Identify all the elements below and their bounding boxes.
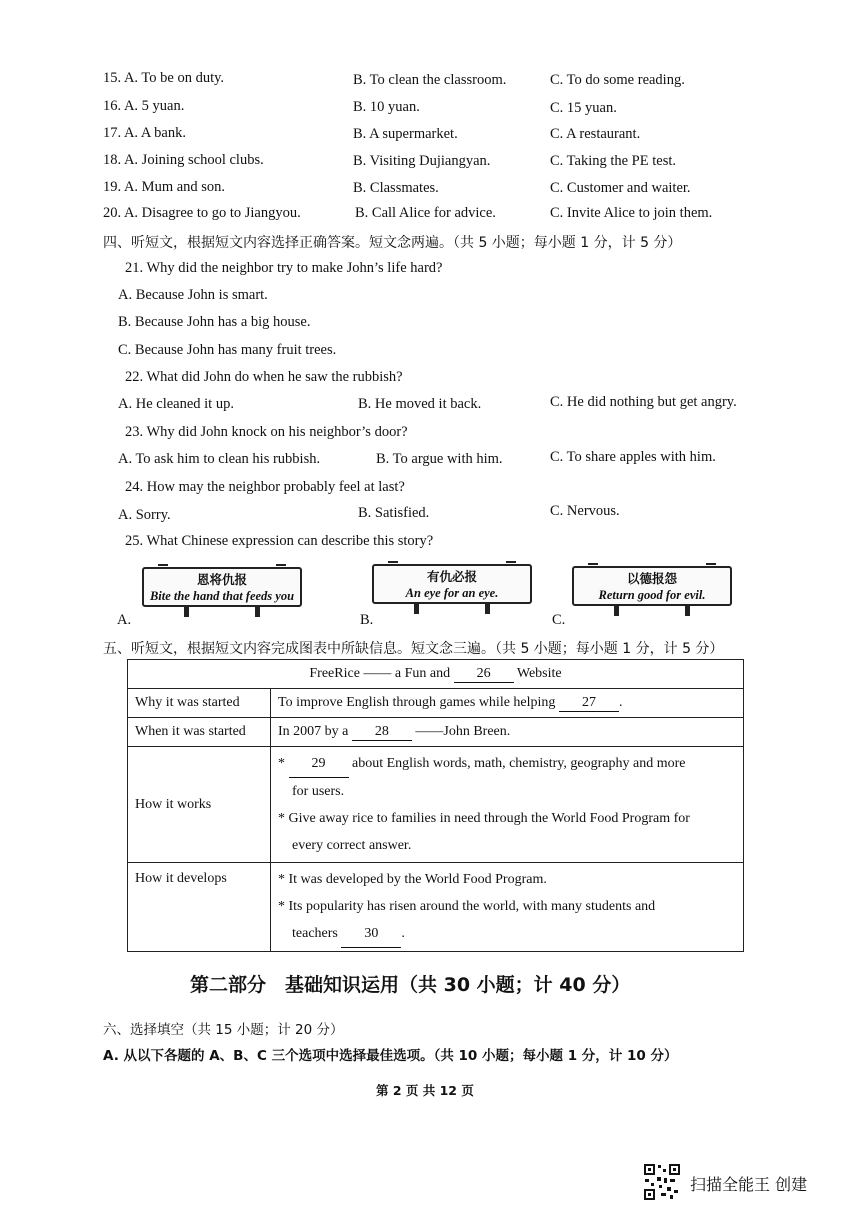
freerice-table xyxy=(127,659,744,952)
q21-c: C. Because John has many fruit trees. xyxy=(118,342,337,358)
q18-b: B. Visiting Dujiangyan. xyxy=(353,153,491,169)
how-works-line1: about English words, math, chemistry, geography and more xyxy=(352,756,686,771)
q15-a: 15. A. To be on duty. xyxy=(103,70,225,86)
row-why-text: To improve English through games while helping xyxy=(278,694,556,710)
row-when-post: ——John Breen. xyxy=(415,723,511,739)
section-6a-heading: A. 从以下各题的 A、B、C 三个选项中选择最佳选项。（共 10 小题；每小题 1 分，计 10 分） xyxy=(103,1048,678,1064)
q24-a: A. Sorry. xyxy=(118,507,171,523)
table-row xyxy=(128,863,744,952)
q18-a: 18. A. Joining school clubs. xyxy=(103,152,264,168)
blank-26: 26 xyxy=(454,666,514,683)
q24-question: 24. How may the neighbor probably feel at last? xyxy=(125,479,405,495)
q15-b: B. To clean the classroom. xyxy=(353,72,507,88)
q25-sign-a xyxy=(142,567,302,607)
blank-29: 29 xyxy=(289,750,349,778)
q25-sign-c xyxy=(572,566,732,606)
page-footer: 第 2 页 共 12 页 xyxy=(376,1083,474,1098)
how-works-line2-cont: every correct answer. xyxy=(292,838,412,853)
table-row xyxy=(128,747,744,863)
q19-a: 19. A. Mum and son. xyxy=(103,179,226,195)
blank-30: 30 xyxy=(341,920,401,948)
row-key-why: Why it was started xyxy=(128,689,271,718)
q25-letter-b: B. xyxy=(360,612,374,628)
q20-c: C. Invite Alice to join them. xyxy=(550,205,713,221)
q17-b: B. A supermarket. xyxy=(353,126,458,142)
row-when-text: In 2007 by a xyxy=(278,723,349,739)
q20-a: 20. A. Disagree to go to Jiangyou. xyxy=(103,205,301,221)
blank-27: 27 xyxy=(559,695,619,712)
table-row xyxy=(128,718,744,747)
q16-c: C. 15 yuan. xyxy=(550,100,617,116)
how-develops-post: . xyxy=(401,926,405,941)
q17-c: C. A restaurant. xyxy=(550,126,641,142)
q22-c: C. He did nothing but get angry. xyxy=(550,394,737,410)
q20-b: B. Call Alice for advice. xyxy=(355,205,496,221)
watermark-text: 扫描全能王 创建 xyxy=(690,1175,808,1194)
q16-a: 16. A. 5 yuan. xyxy=(103,98,185,114)
q21-a: A. Because John is smart. xyxy=(118,287,268,303)
q16-b: B. 10 yuan. xyxy=(353,99,420,115)
q22-a: A. He cleaned it up. xyxy=(118,396,234,412)
q15-c: C. To do some reading. xyxy=(550,72,685,88)
q19-b: B. Classmates. xyxy=(353,180,439,196)
section-4-heading: 四、听短文，根据短文内容选择正确答案。短文念两遍。（共 5 小题；每小题 1 分，计 5 分） xyxy=(103,235,682,251)
q23-a: A. To ask him to clean his rubbish. xyxy=(118,451,321,467)
part-2-title: 第二部分 基础知识运用（共 30 小题；计 40 分） xyxy=(190,974,631,996)
section-6-heading: 六、选择填空（共 15 小题；计 20 分） xyxy=(103,1022,344,1038)
q23-b: B. To argue with him. xyxy=(376,451,503,467)
q25-sign-b-cn: 有仇必报 xyxy=(426,569,477,584)
table-title-pre: FreeRice —— a Fun and xyxy=(309,665,451,681)
q21-question: 21. Why did the neighbor try to make John’s life hard? xyxy=(125,260,443,276)
q19-c: C. Customer and waiter. xyxy=(550,180,691,196)
q18-c: C. Taking the PE test. xyxy=(550,153,676,169)
q25-letter-a: A. xyxy=(117,612,132,628)
q22-question: 22. What did John do when he saw the rubbish? xyxy=(125,369,403,385)
how-works-line2: * Give away rice to families in need through the World Food Program for xyxy=(278,811,690,826)
bullet: * xyxy=(278,756,285,771)
q21-b: B. Because John has a big house. xyxy=(118,314,311,330)
q25-sign-a-en: Bite the hand that feeds you xyxy=(149,589,295,603)
table-row xyxy=(128,689,744,718)
q25-sign-a-cn: 恩将仇报 xyxy=(196,572,247,587)
row-key-how-works: How it works xyxy=(128,747,271,863)
how-develops-line1: * It was developed by the World Food Program. xyxy=(278,872,547,887)
q22-b: B. He moved it back. xyxy=(358,396,482,412)
q25-sign-b-en: An eye for an eye. xyxy=(405,586,499,600)
how-develops-line2-cont: teachers xyxy=(292,926,338,941)
q17-a: 17. A. A bank. xyxy=(103,125,186,141)
q25-sign-b xyxy=(372,564,532,604)
qr-code-icon xyxy=(643,1163,681,1201)
q25-sign-c-en: Return good for evil. xyxy=(598,588,706,602)
how-develops-line2: * Its popularity has risen around the world, with many students and xyxy=(278,899,656,914)
how-works-line1-cont: for users. xyxy=(292,784,345,799)
row-key-when: When it was started xyxy=(128,718,271,747)
section-5-heading: 五、听短文，根据短文内容完成图表中所缺信息。短文念三遍。（共 5 小题；每小题 1 分，计 5 分） xyxy=(103,641,724,657)
q24-b: B. Satisfied. xyxy=(358,505,430,521)
q23-c: C. To share apples with him. xyxy=(550,449,716,465)
table-header-row xyxy=(128,660,744,689)
q23-question: 23. Why did John knock on his neighbor’s door? xyxy=(125,424,408,440)
row-key-how-develops: How it develops xyxy=(128,863,271,952)
row-why-post: . xyxy=(618,694,623,710)
q25-letter-c: C. xyxy=(552,612,566,628)
table-title-post: Website xyxy=(516,665,562,681)
blank-28: 28 xyxy=(352,724,412,741)
q24-c: C. Nervous. xyxy=(550,503,620,519)
q25-question: 25. What Chinese expression can describe this story? xyxy=(125,533,434,549)
q25-sign-c-cn: 以德报怨 xyxy=(626,571,677,586)
